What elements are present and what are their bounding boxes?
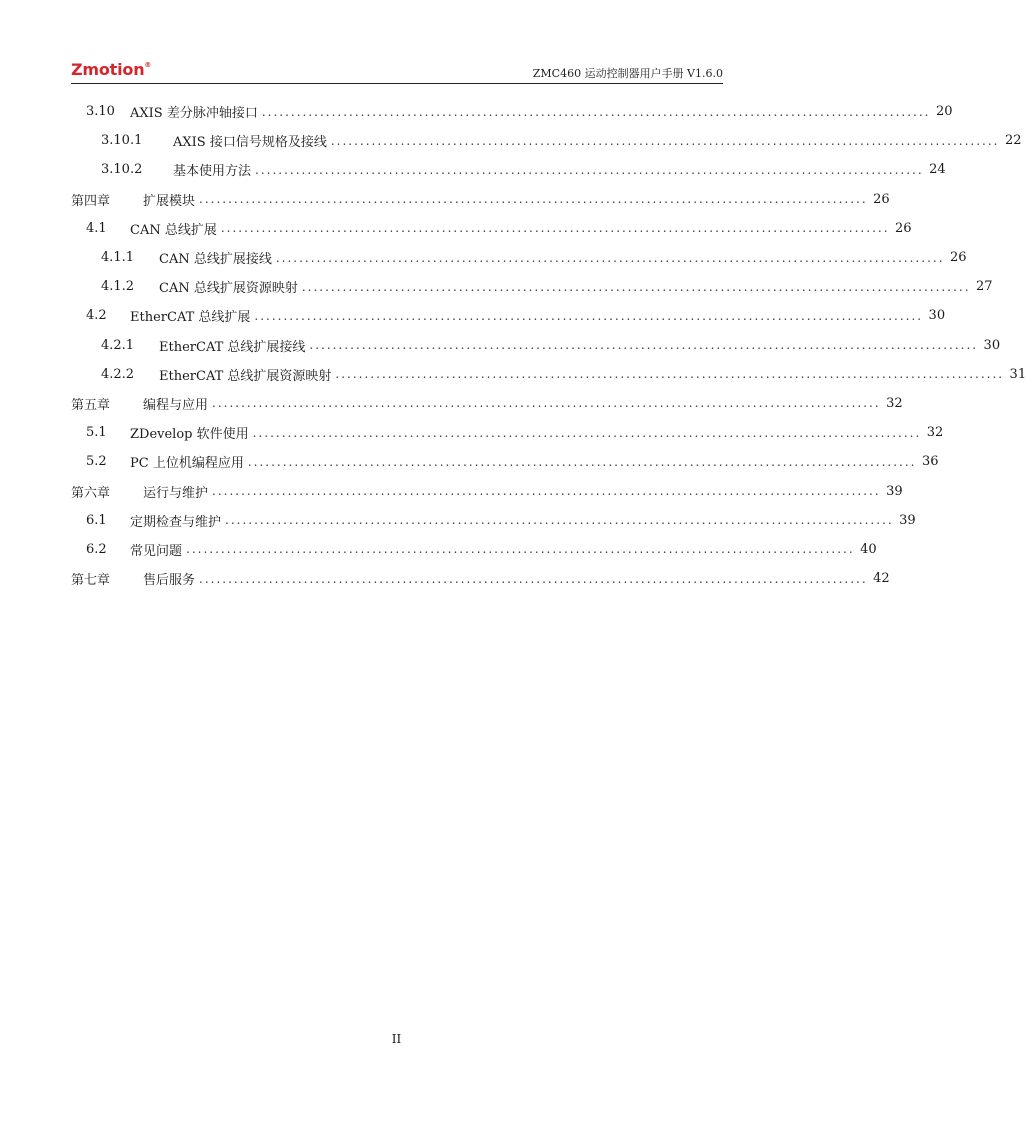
toc-entry[interactable] <box>71 301 946 330</box>
toc-entry-title: 编程与应用 <box>143 397 209 413</box>
toc-entry-page: 30 <box>983 337 1001 353</box>
toc-entry[interactable] <box>71 185 890 214</box>
toc-entry[interactable] <box>71 126 1022 155</box>
toc-entry-number: 4.2.2 <box>101 366 135 382</box>
toc-entry[interactable] <box>71 97 953 126</box>
toc-entry[interactable] <box>71 564 890 593</box>
logo-text: Zmotion <box>71 60 145 79</box>
toc-entry-title: EtherCAT 总线扩展 <box>130 310 251 326</box>
toc-entry-number: 6.2 <box>86 541 107 557</box>
toc-entry-number: 第六章 <box>71 485 111 501</box>
toc-entry[interactable] <box>71 331 1001 360</box>
toc-entry-number: 4.1.1 <box>101 250 135 266</box>
toc-entry-page: 24 <box>929 162 946 178</box>
toc-entry-title: PC 上位机编程应用 <box>130 456 244 472</box>
toc-entry-number: 4.2 <box>86 308 107 324</box>
toc-entry-number: 第五章 <box>71 397 111 413</box>
toc-leader-dots: ................................................................................................................... <box>330 133 1000 148</box>
toc-entry-page: 32 <box>886 395 903 411</box>
toc-entry-page: 20 <box>935 104 953 120</box>
document-title: ZMC460 运动控制器用户手册 V1.6.0 <box>532 67 723 80</box>
toc-entry[interactable] <box>71 535 877 564</box>
toc-entry-title: 基本使用方法 <box>173 164 252 180</box>
toc-entry[interactable] <box>71 418 944 447</box>
toc-entry-title: AXIS 接口信号规格及接线 <box>173 135 327 151</box>
page-number: II <box>391 1032 402 1046</box>
toc-entry-number: 4.2.1 <box>101 337 135 353</box>
toc-entry-page: 42 <box>873 571 890 587</box>
toc-leader-dots: ................................................................................................................... <box>212 396 881 411</box>
toc-entry[interactable] <box>71 476 903 505</box>
toc-entry-page: 26 <box>949 250 967 266</box>
toc-entry-page: 39 <box>886 483 903 499</box>
toc-leader-dots: ................................................................................................................... <box>254 308 924 323</box>
toc-leader-dots: ................................................................................................................... <box>261 104 931 119</box>
toc-entry-page: 26 <box>894 220 912 236</box>
toc-entry-page: 40 <box>860 541 877 557</box>
toc-entry-page: 22 <box>1004 133 1022 149</box>
toc-entry-page: 32 <box>926 425 944 441</box>
toc-entry-title: CAN 总线扩展 <box>130 222 217 238</box>
toc-entry-number: 6.1 <box>86 512 107 528</box>
toc-leader-dots: ................................................................................................................... <box>220 221 890 236</box>
toc-entry-title: 常见问题 <box>130 543 183 559</box>
toc-entry-page: 39 <box>899 512 916 528</box>
toc-entry-page: 36 <box>921 454 939 470</box>
toc-entry[interactable] <box>71 214 912 243</box>
toc-leader-dots: ................................................................................................................... <box>212 484 881 499</box>
toc-entry[interactable] <box>71 389 903 418</box>
toc-entry[interactable] <box>71 155 946 184</box>
toc-entry-number: 4.1.2 <box>101 279 135 295</box>
toc-leader-dots: ................................................................................................................... <box>301 279 971 294</box>
toc-entry-title: ZDevelop 软件使用 <box>130 427 249 443</box>
toc-entry-number: 3.10.1 <box>101 133 143 149</box>
toc-leader-dots: ................................................................................................................... <box>199 571 868 586</box>
toc-entry[interactable] <box>71 447 939 476</box>
toc-leader-dots: ................................................................................................................... <box>225 513 894 528</box>
zmotion-logo <box>71 60 151 79</box>
toc-entry-number: 第七章 <box>71 573 111 589</box>
registered-mark: ® <box>144 61 152 69</box>
toc-entry-number: 5.1 <box>86 425 107 441</box>
toc-entry-title: 售后服务 <box>143 573 196 589</box>
toc-entry-title: 扩展模块 <box>143 193 196 209</box>
table-of-contents <box>71 97 1026 593</box>
toc-entry[interactable] <box>71 506 916 535</box>
toc-entry[interactable] <box>71 272 993 301</box>
toc-leader-dots: ................................................................................................................... <box>186 542 855 557</box>
toc-entry-number: 3.10.2 <box>101 162 143 178</box>
toc-entry-number: 5.2 <box>86 454 107 470</box>
toc-entry-title: EtherCAT 总线扩展资源映射 <box>159 368 332 384</box>
toc-entry-page: 27 <box>975 279 993 295</box>
toc-entry-page: 30 <box>928 308 946 324</box>
toc-leader-dots: ................................................................................................................... <box>199 192 868 207</box>
toc-entry-number: 4.1 <box>86 220 107 236</box>
page-header <box>71 56 723 84</box>
toc-leader-dots: ................................................................................................................... <box>309 338 979 353</box>
toc-entry-title: CAN 总线扩展接线 <box>159 252 272 268</box>
toc-entry-page: 26 <box>873 191 890 207</box>
toc-entry[interactable] <box>71 243 967 272</box>
toc-leader-dots: ................................................................................................................... <box>255 162 924 177</box>
toc-leader-dots: ................................................................................................................... <box>335 367 1005 382</box>
toc-leader-dots: ................................................................................................................... <box>252 425 922 440</box>
toc-entry-number: 第四章 <box>71 193 111 209</box>
toc-entry-page: 31 <box>1009 366 1026 382</box>
toc-entry-title: EtherCAT 总线扩展接线 <box>159 339 306 355</box>
toc-entry-title: AXIS 差分脉冲轴接口 <box>130 106 258 122</box>
toc-entry-title: 定期检查与维护 <box>130 514 222 530</box>
toc-leader-dots: ................................................................................................................... <box>275 250 945 265</box>
toc-leader-dots: ................................................................................................................... <box>247 454 917 469</box>
toc-entry-title: CAN 总线扩展资源映射 <box>159 281 298 297</box>
toc-entry-number: 3.10 <box>86 104 115 120</box>
toc-entry-title: 运行与维护 <box>143 485 209 501</box>
toc-entry[interactable] <box>71 360 1026 389</box>
